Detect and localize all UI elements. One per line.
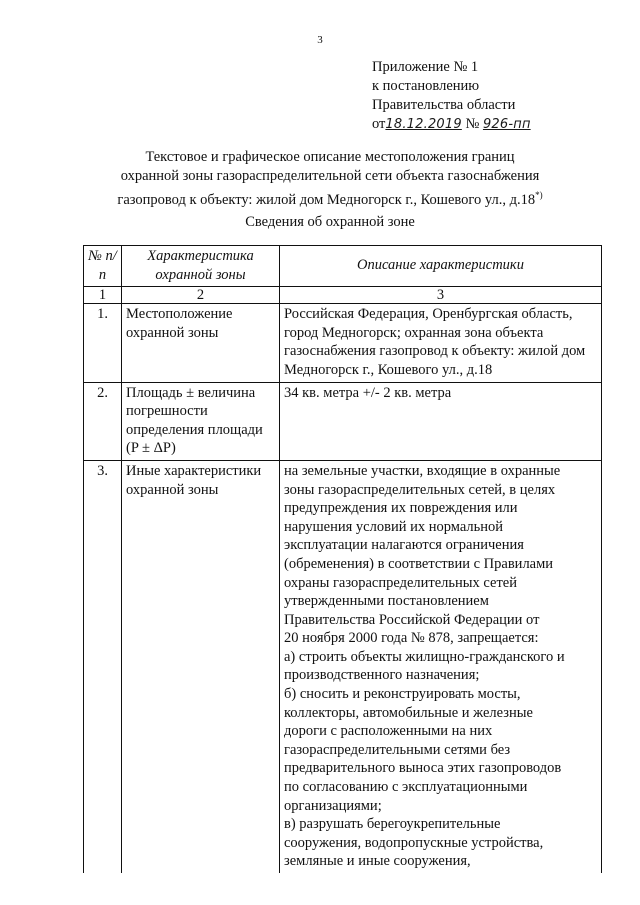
header-description: Описание характеристики xyxy=(280,246,602,287)
description-line: (обременения) в соответствии с Правилами xyxy=(284,555,554,572)
row-characteristic: Площадь ± величина погрешности определения площади (P ± ΔP) xyxy=(122,382,280,460)
document-title xyxy=(60,148,600,210)
description-line: б) сносить и реконструировать мосты, xyxy=(284,686,521,703)
title-line-3 xyxy=(60,186,600,210)
appendix-date-line xyxy=(372,115,531,134)
date-prefix: от xyxy=(372,116,386,132)
handwritten-number: 926-пп xyxy=(482,117,531,132)
header-number: № п/п xyxy=(84,246,122,287)
row-description: Российская Федерация, Оренбургская область, город Медногорск; охранная зона объекта газоснабжения газопровод к объекту: жилой дом Медногорск г., Кошевого ул., д.18 xyxy=(280,304,602,382)
description-line: Правительства Российской Федерации от xyxy=(284,611,540,628)
description-line: эксплуатации налагаются ограничения xyxy=(284,537,524,554)
column-number-row xyxy=(84,287,602,304)
description-line: зоны газораспределительных сетей, в целях xyxy=(284,481,556,498)
footnote-mark: *) xyxy=(535,190,543,200)
row-number: 1. xyxy=(84,304,122,382)
handwritten-date: 18.12.2019 xyxy=(385,117,462,132)
description-line: охраны газораспределительных сетей xyxy=(284,574,517,591)
title-line-2: охранной зоны газораспределительной сети объекта газоснабжения xyxy=(120,168,540,184)
title-line-1: Текстовое и графическое описание местоположения границ xyxy=(145,149,515,165)
description-line: а) строить объекты жилищно-гражданского и xyxy=(284,648,565,665)
description-line: на земельные участки, входящие в охранные xyxy=(284,462,561,479)
description-line: нарушения условий их нормальной xyxy=(284,518,504,535)
description-line: дороги с расположенными на них xyxy=(284,723,493,740)
description-line: производственного назначения; xyxy=(284,667,480,684)
description-line: организациями; xyxy=(284,797,382,814)
appendix-block xyxy=(372,58,531,134)
description-line: в) разрушать берегоукрепительные xyxy=(284,816,501,833)
number-prefix: № xyxy=(465,116,480,132)
section-heading: Сведения об охранной зоне xyxy=(245,214,415,230)
appendix-resolution: к постановлению xyxy=(372,78,480,94)
row-characteristic: Иные характеристики охранной зоны xyxy=(122,460,280,873)
protection-zone-table xyxy=(83,245,602,873)
description-line: сооружения, водопропускные устройства, xyxy=(284,834,544,851)
description-line: земляные и иные сооружения, xyxy=(284,853,471,870)
header-characteristic: Характеристика охранной зоны xyxy=(122,246,280,287)
row-description: 34 кв. метра +/- 2 кв. метра xyxy=(280,382,602,460)
description-line: утвержденными постановлением xyxy=(284,593,489,610)
page-number: 3 xyxy=(317,34,323,46)
table-row xyxy=(84,460,602,873)
description-line: по согласованию с эксплуатационными xyxy=(284,779,528,796)
description-line: газораспределительными сетями без xyxy=(284,741,511,758)
column-number: 1 xyxy=(84,287,122,304)
table-header-row xyxy=(84,246,602,287)
row-description xyxy=(280,460,602,873)
table-row xyxy=(84,304,602,382)
column-number: 3 xyxy=(280,287,602,304)
description-line: коллекторы, автомобильные и железные xyxy=(284,704,533,721)
row-characteristic: Местоположение охранной зоны xyxy=(122,304,280,382)
title-line-3-text: газопровод к объекту: жилой дом Медногорск г., Кошевого ул., д.18 xyxy=(117,191,536,208)
description-line: 20 ноября 2000 года № 878, запрещается: xyxy=(284,630,539,647)
row-number: 3. xyxy=(84,460,122,873)
column-number: 2 xyxy=(122,287,280,304)
appendix-title: Приложение № 1 xyxy=(372,59,479,75)
row-number: 2. xyxy=(84,382,122,460)
table-row xyxy=(84,382,602,460)
description-line: предварительного выноса этих газопроводов xyxy=(284,760,562,777)
appendix-government: Правительства области xyxy=(372,97,516,113)
description-line: предупреждения их повреждения или xyxy=(284,500,518,517)
